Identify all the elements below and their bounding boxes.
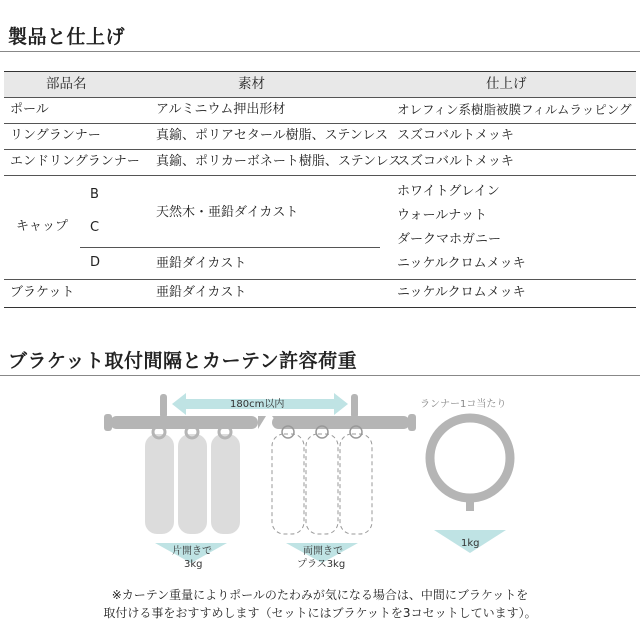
bracket-left: [160, 394, 167, 418]
note-line1: ※カーテン重量によりポールのたわみが気になる場合は、中間にブラケットを: [111, 588, 529, 602]
load-double-line1: 両開きで: [303, 546, 343, 557]
runner-title: ランナー1コ当たり: [420, 399, 507, 410]
cap-type-d: D: [90, 255, 101, 270]
span-label: 180cm以内: [230, 399, 285, 410]
row-part: リングランナー: [10, 128, 101, 143]
row-divider: [4, 279, 636, 280]
section-divider: [0, 375, 640, 376]
load-double-line2: プラス3kg: [297, 559, 346, 570]
row-material: 真鍮、ポリアセタール樹脂、ステンレス: [156, 128, 388, 143]
header-material: 素材: [238, 76, 265, 92]
note-line2: 取付ける事をおすすめします（セットにはブラケットを3コセットしています）。: [103, 606, 537, 620]
row-finish: スズコバルトメッキ: [397, 154, 514, 169]
load-diagram: [100, 388, 540, 583]
row-divider: [4, 175, 636, 176]
table-top-border: [4, 71, 636, 72]
cap-part: キャップ: [16, 219, 69, 234]
cap-finish-dark-mahogany: ダークマホガニー: [397, 232, 502, 247]
row-divider: [4, 97, 636, 98]
row-material: アルミニウム押出形材: [156, 102, 286, 117]
row-divider-cap: [80, 247, 380, 248]
curtain-double: [272, 434, 372, 534]
cap-finish-d: ニッケルクロムメッキ: [397, 256, 526, 271]
header-part: 部品名: [46, 76, 87, 92]
bracket-material: 亜鉛ダイカスト: [156, 285, 247, 300]
table-header-row: [4, 71, 636, 97]
row-divider: [4, 149, 636, 150]
cap-right: [408, 414, 416, 431]
cap-left: [104, 414, 112, 431]
header-finish: 仕上げ: [486, 76, 527, 92]
cap-material-bc: 天然木・亜鉛ダイカスト: [156, 205, 299, 220]
curtain-single: [145, 434, 240, 534]
section-title-bracket-load: ブラケット取付間隔とカーテン許容荷重: [8, 350, 358, 372]
cap-type-b: B: [90, 187, 99, 202]
bracket-part: ブラケット: [10, 285, 75, 300]
row-divider: [4, 123, 636, 124]
runner-ring: [430, 418, 510, 511]
load-runner: 1kg: [461, 538, 480, 549]
row-material: 真鍮、ポリカーボネート樹脂、ステンレス: [156, 154, 402, 169]
load-single-line2: 3kg: [184, 559, 203, 570]
cap-type-c: C: [90, 220, 100, 235]
bracket-right: [351, 394, 358, 418]
row-part: ポール: [10, 102, 49, 117]
spec-table: [4, 71, 636, 309]
row-part: エンドリングランナー: [10, 154, 140, 169]
load-single-line1: 片開きで: [172, 546, 212, 557]
cap-material-d: 亜鉛ダイカスト: [156, 256, 247, 271]
table-bottom-border: [4, 307, 636, 308]
cap-finish-walnut: ウォールナット: [397, 208, 487, 223]
bracket-finish: ニッケルクロムメッキ: [397, 285, 526, 300]
section-title-products: 製品と仕上げ: [8, 26, 126, 48]
row-finish: スズコバルトメッキ: [397, 128, 514, 143]
pole-right: [272, 416, 410, 429]
cap-finish-white-grain: ホワイトグレイン: [397, 184, 500, 199]
section-divider: [0, 51, 640, 52]
row-finish: オレフィン系樹脂被膜フィルムラッピング: [397, 102, 632, 117]
